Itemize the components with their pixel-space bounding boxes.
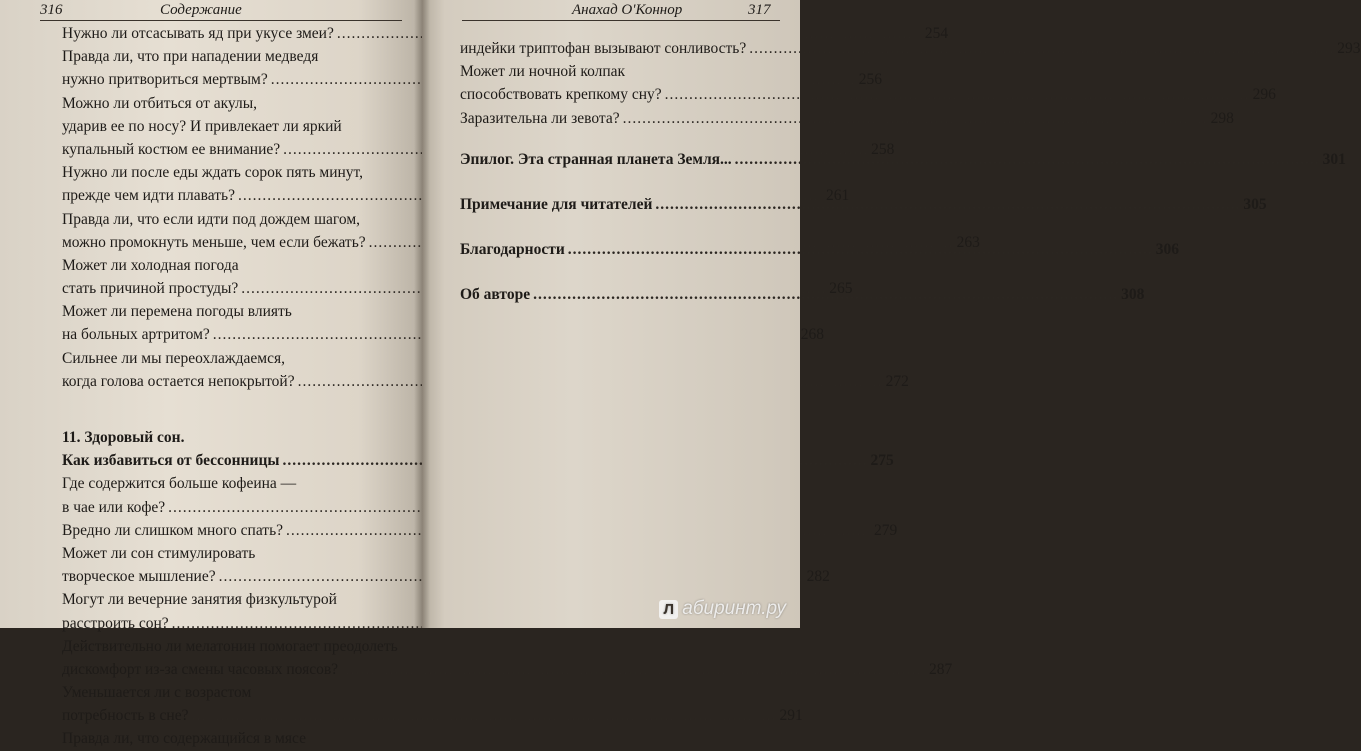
leader-dots [533, 283, 1118, 306]
toc-entry-line: стать причиной простуды? [62, 280, 239, 298]
toc-entry-line: Благодарности [460, 241, 565, 259]
toc-page-number: 308 [1121, 286, 1145, 304]
toc-entry [460, 37, 1361, 60]
toc-entry-final-row [62, 496, 400, 519]
toc-page-number: 263 [956, 233, 980, 251]
toc-entry-line: Можно ли отбиться от акулы, [62, 94, 257, 112]
leader-dots [191, 704, 776, 727]
toc-page-number: 282 [806, 568, 830, 586]
chapter-subtitle-row [62, 449, 894, 472]
toc-entry-line: купальный костюм ее внимание? [62, 140, 281, 158]
watermark [659, 598, 786, 620]
toc-page-number: 301 [1322, 150, 1346, 168]
left-header-rule [40, 20, 402, 21]
toc-entry-line: Примечание для читателей [460, 195, 653, 213]
trailing-line: Правда ли, что содержащийся в мясе [62, 730, 306, 748]
toc-entry-line: Где содержится больше кофеина — [62, 475, 297, 493]
leader-dots [341, 658, 926, 681]
leader-dots [749, 37, 1334, 60]
toc-entry-line: Может ли холодная погода [62, 256, 239, 274]
watermark-text: абиринт.ру [682, 598, 786, 619]
toc-entry-line: прежде чем идти плавать? [62, 187, 235, 205]
toc-page-number: 265 [829, 280, 853, 298]
toc-entry [62, 542, 830, 588]
toc-entry-line: дискомфорт из-за смены часовых поясов? [62, 660, 339, 678]
toc-entry-final-row [62, 658, 953, 681]
toc-entry-final-row [62, 22, 949, 45]
toc-entry-line: Нужно ли отсасывать яд при укусе змеи? [62, 25, 334, 42]
toc-entry [62, 22, 949, 45]
toc-entry-line: Нужно ли после еды ждать сорок пять минут, [62, 164, 364, 182]
left-page-number: 316 [40, 2, 63, 18]
toc-entry-line: способствовать крепкому сну? [460, 86, 662, 104]
leader-dots [568, 238, 1153, 261]
toc-page-number: 268 [800, 326, 825, 344]
watermark-logo-icon: Л [659, 600, 678, 619]
toc-entry [62, 681, 803, 727]
chapter-page: 275 [870, 452, 894, 470]
toc-entry-final-row [62, 612, 400, 635]
toc-entry-line: на больных артритом? [62, 326, 210, 344]
leader-dots [665, 83, 1250, 106]
toc-entry-line: Эпилог. Эта странная планета Земля... [460, 150, 732, 168]
leader-dots [623, 107, 1208, 130]
toc-entry-line: индейки триптофан вызывают сонливость? [460, 40, 747, 57]
toc-entry-final-row [62, 519, 898, 542]
toc-page-number: 291 [779, 707, 803, 725]
right-header-rule [462, 20, 780, 21]
toc-entry-final-row [460, 37, 1361, 60]
leader-dots [735, 148, 1320, 171]
toc-entry [62, 635, 953, 681]
toc-entry-line: Может ли ночной колпак [460, 63, 626, 81]
toc-entry-line: в чае или кофе? [62, 498, 166, 516]
toc-entry-line: Может ли сон стимулировать [62, 544, 256, 562]
toc-entry-final-row [62, 704, 803, 727]
toc-entry [62, 472, 400, 518]
toc-entry [460, 107, 1234, 130]
book-gutter [414, 0, 430, 628]
toc-entry-line: можно промокнуть меньше, чем если бежать? [62, 233, 366, 251]
toc-entry-line: нужно притвориться мертвым? [62, 71, 268, 89]
toc-entry-final-row [62, 370, 909, 393]
toc-entry-line: Уменьшается ли с возрастом [62, 684, 252, 702]
toc-entry-line: Сильнее ли мы переохлаждаемся, [62, 349, 285, 367]
toc-page-number: 254 [924, 25, 949, 42]
toc-entry-line: Вредно ли слишком много спать? [62, 521, 284, 539]
toc-entry [62, 519, 898, 542]
toc-page-number: 298 [1210, 109, 1234, 127]
toc-entry-line: Действительно ли мелатонин помогает преодолеть [62, 637, 398, 655]
toc-entry [62, 300, 825, 346]
toc-entry-line: Об авторе [460, 286, 531, 304]
toc-entry-final-row [62, 565, 830, 588]
chapter-subtitle: Как избавиться от бессонницы [62, 452, 280, 470]
toc-page-number: 287 [929, 660, 953, 678]
toc-entry [62, 347, 909, 393]
toc-entry-final-row [62, 323, 825, 346]
toc-page-number: 293 [1337, 40, 1361, 57]
left-running-head: Содержание [160, 2, 242, 18]
toc-entry-line: Правда ли, что при нападении медведя [62, 48, 319, 66]
toc-entry-line: ударив ее по носу? И привлекает ли яркий [62, 117, 342, 135]
toc-page-number: 305 [1243, 195, 1267, 213]
toc-entry-line: Может ли перемена погоды влиять [62, 303, 292, 321]
leader-dots [655, 193, 1240, 216]
toc-entry-line: расстроить сон? [62, 614, 169, 632]
right-running-head: Анахад О'Коннор [572, 2, 683, 18]
toc-entry-line: Могут ли вечерние занятия физкультурой [62, 591, 337, 609]
toc-entry-line: потребность в сне? [62, 707, 189, 725]
toc-entry-line: творческое мышление? [62, 568, 216, 586]
toc-page-number: 306 [1155, 241, 1180, 259]
toc-entry [62, 588, 400, 634]
toc-page-number: 279 [874, 521, 898, 539]
right-page-number: 317 [748, 2, 771, 18]
toc-page-number: 261 [825, 187, 850, 205]
toc-page-number: 258 [871, 140, 895, 158]
toc-entry-line: когда голова остается непокрытой? [62, 372, 295, 390]
toc-page-number: 256 [858, 71, 882, 89]
toc-page-number: 296 [1252, 86, 1276, 104]
toc-entry-final-row [460, 83, 1276, 106]
toc-entry-final-row [460, 107, 1234, 130]
toc-page-number: 272 [885, 372, 909, 390]
toc-entry-line: Заразительна ли зевота? [460, 109, 620, 127]
toc-entry-line: Правда ли, что если идти под дождем шагом, [62, 210, 361, 228]
chapter-title: 11. Здоровый сон. [62, 429, 185, 446]
